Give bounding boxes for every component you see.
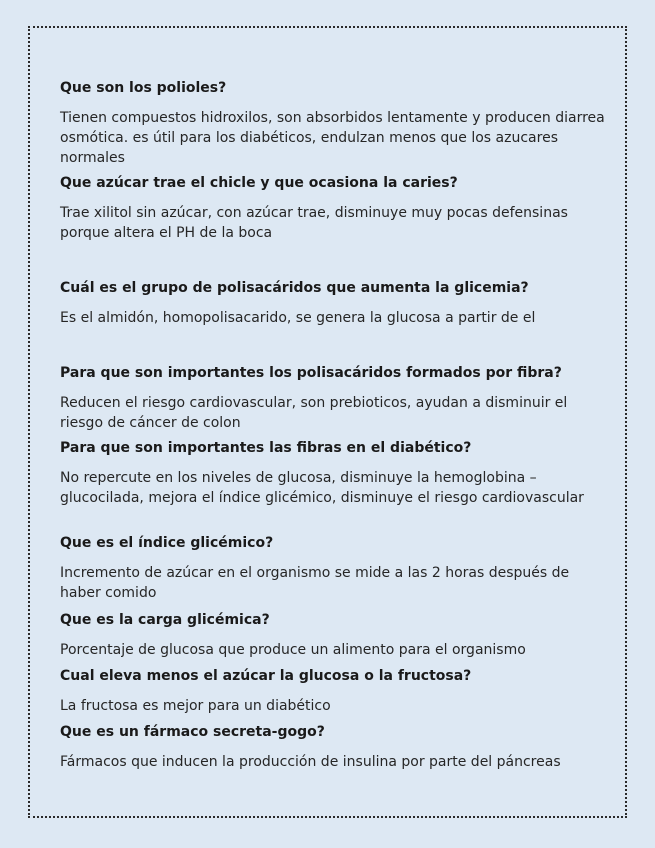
qa-item	[60, 666, 610, 716]
answer: Es el almidón, homopolisacarido, se genera la glucosa a partir de el	[60, 310, 536, 326]
answer: Incremento de azúcar en el organismo se mide a las 2 horas después de haber comido	[60, 565, 570, 601]
qa-item	[60, 438, 610, 508]
answer: Porcentaje de glucosa que produce un alimento para el organismo	[60, 642, 526, 658]
answer: No repercute en los niveles de glucosa, disminuye la hemoglobina – glucocilada, mejora el índice glicémico, disminuye el riesgo cardiovascular	[60, 470, 584, 506]
question: Que es la carga glicémica?	[60, 612, 270, 628]
qa-item	[60, 610, 610, 660]
document-page	[28, 26, 627, 818]
qa-item	[60, 278, 610, 328]
qa-item	[60, 173, 610, 243]
answer: Reducen el riesgo cardiovascular, son prebioticos, ayudan a disminuir el riesgo de cáncer de colon	[60, 395, 568, 431]
qa-item	[60, 722, 610, 772]
question: Para que son importantes los polisacáridos formados por fibra?	[60, 365, 562, 381]
qa-item	[60, 533, 610, 603]
qa-item	[60, 363, 610, 433]
qa-item	[60, 78, 610, 168]
question: Que azúcar trae el chicle y que ocasiona la caries?	[60, 175, 458, 191]
answer: La fructosa es mejor para un diabético	[60, 698, 331, 714]
answer: Tienen compuestos hidroxilos, son absorbidos lentamente y producen diarrea osmótica. es útil para los diabéticos, endulzan menos que los azucares normales	[60, 110, 605, 166]
question: Para que son importantes las fibras en el diabético?	[60, 440, 472, 456]
question: Que es un fármaco secreta-gogo?	[60, 724, 325, 740]
question: Que es el índice glicémico?	[60, 535, 274, 551]
question: Que son los polioles?	[60, 80, 227, 96]
question: Cuál es el grupo de polisacáridos que aumenta la glicemia?	[60, 280, 529, 296]
answer: Fármacos que inducen la producción de insulina por parte del páncreas	[60, 754, 561, 770]
question: Cual eleva menos el azúcar la glucosa o la fructosa?	[60, 668, 472, 684]
answer: Trae xilitol sin azúcar, con azúcar trae, disminuye muy pocas defensinas porque altera el PH de la boca	[60, 205, 568, 241]
